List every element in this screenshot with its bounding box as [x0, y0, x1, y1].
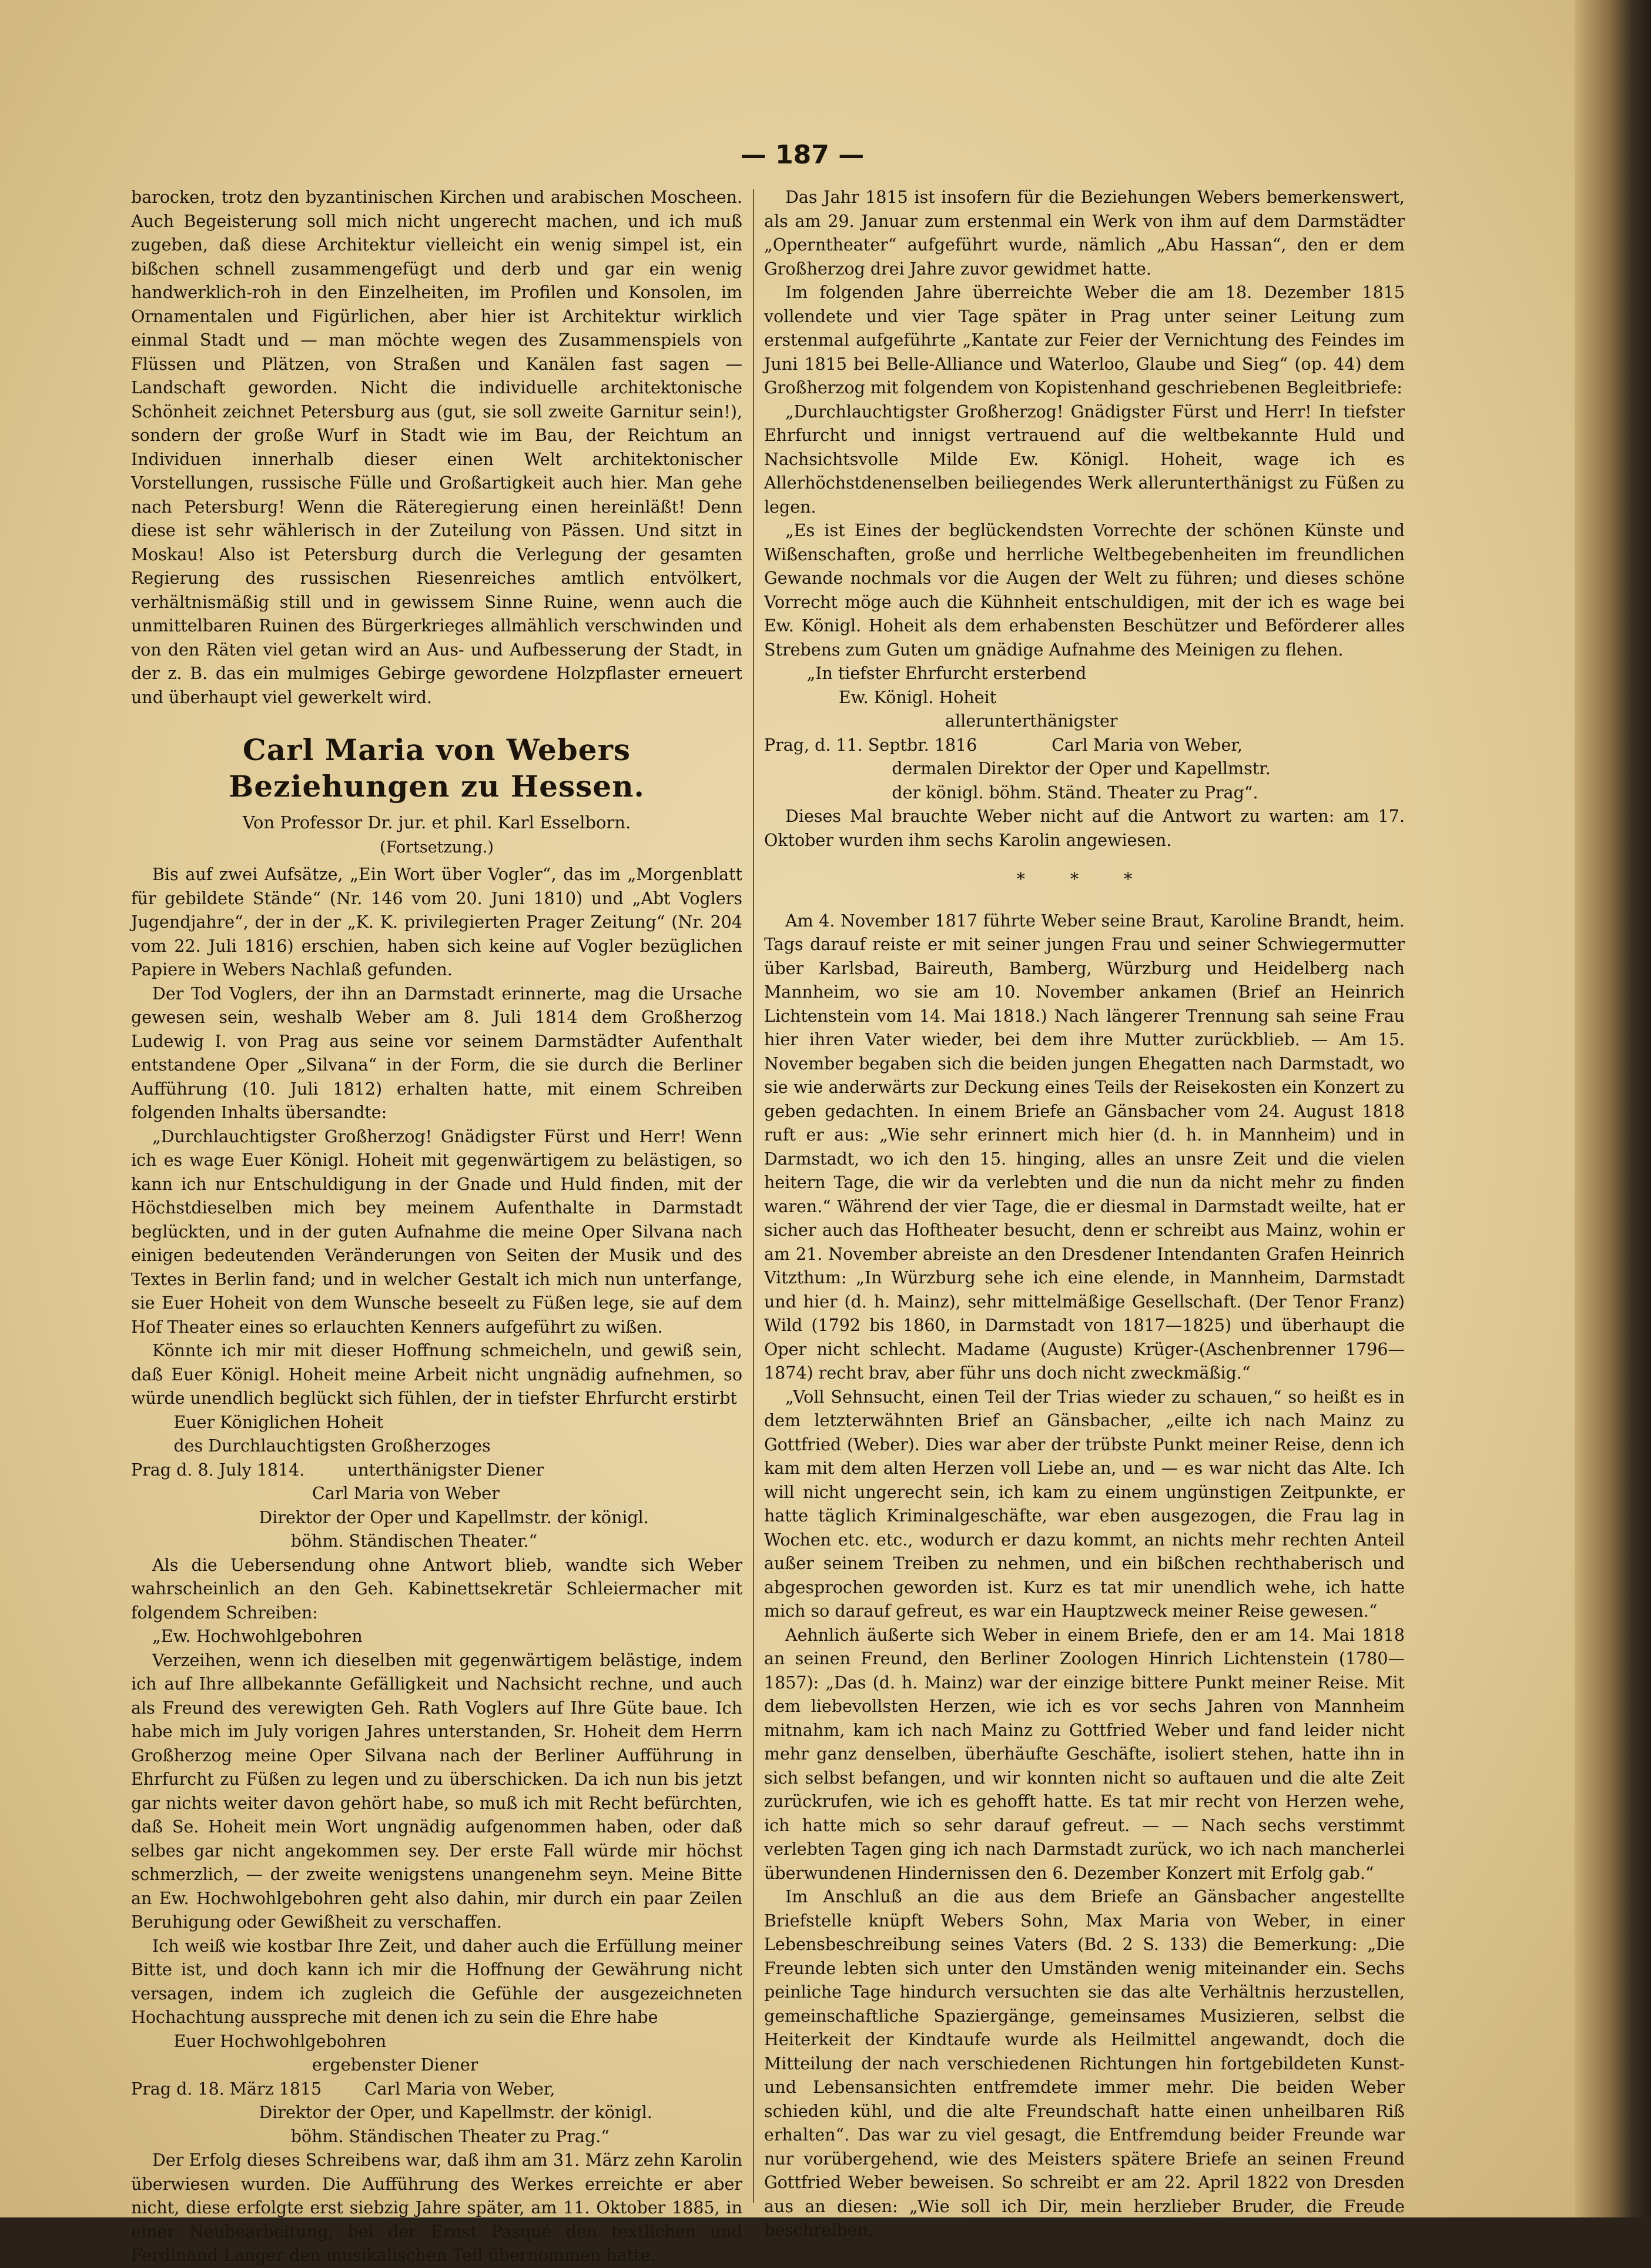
article-title: Carl Maria von Webers Beziehungen zu Hessen. [229, 732, 645, 804]
paragraph: Dieses Mal brauchte Weber nicht auf die Antwort zu warten: am 17. Oktober wurden ihm sechs Karolin angewiesen. [764, 807, 1405, 850]
letter-closing: Euer Hochwohlgebohren ergebenster Diener Prag d. 18. März 1815 Carl Maria von Weber, Direktor der Oper, und Kapellmstr. der königl. böhm. Ständischen Theater zu Prag.“ [131, 2031, 652, 2146]
left-column [131, 186, 742, 2268]
paragraph: Am 4. November 1817 führte Weber seine Braut, Karoline Brandt, heim. Tags darauf reiste er mit seiner jungen Frau und seiner Schwiegermutter über Karlsbad, Baireuth, Bamberg, Würzburg und Heidelberg nach Mannheim, wo sie am 10. November ankamen (Brief an Heinrich Lichtenstein vom 14. Mai 1818.) Nach längerer Trennung sah seine Frau hier ihren Vater wieder, bei dem ihre Mutter zurückblieb. — Am 15. November begaben sich die beiden jungen Ehegatten nach Darmstadt, wo sie wie anderwärts zur Deckung eines Teils der Reisekosten ein Konzert zu geben gedachten. In einem Briefe an Gänsbacher vom 24. August 1818 ruft er aus: „Wie sehr erinnert mich hier (d. h. in Mannheim) und in Darmstadt, wo ich den 15. hinging, alles an unsre Zeit und die vielen heitern Tage, die wir da verlebten und die nun da nicht mehr zu finden waren.“ Während der vier Tage, die er diesmal in Darmstadt weilte, hat er sicher auch das Hoftheater besucht, denn er schreibt aus Mainz, wohin er am 21. November abreiste an den Dresdener Intendanten Grafen Heinrich Vitzthum: „In Würzburg sehe ich eine elende, in Mannheim, Darmstadt und hier (d. h. Mainz), sehr mittelmäßige Gesellschaft. (Der Tenor Franz) Wild (1792 bis 1860, in Darmstadt von 1817—1825) und überhaupt die Oper nicht schlecht. Madame (Auguste) Krüger-(Aschenbrenner 1796—1874) recht brav, aber führ uns doch nicht zweckmäßig.“ [764, 911, 1405, 1383]
letter-body: „Durchlauchtigster Großherzog! Gnädigster Fürst und Herr! Wenn ich es wage Euer Königl. Hoheit mit gegenwärtigem zu belästigen, so kann ich nur Entschuldigung in der Gnade und Huld finden, mit der Höchstdieselben mich bey meinem Aufenthalte in Darmstadt beglückten, und in der guten Aufnahme die meine Oper Silvana nach einigen bedeutenden Veränderungen von Seiten der Musik und des Textes in Berlin fand; und in welcher Gestalt ich mich nun unterfange, sie Euer Hoheit von dem Wunsche beseelt zu Füßen lege, sie auf dem Hof Theater eines so erlauchten Kenners aufgeführt zu wißen. [131, 1126, 742, 1337]
continuation-note: (Fortsetzung.) [380, 838, 494, 857]
right-column [764, 186, 1405, 2243]
section-separator: * * * [1016, 869, 1153, 889]
paragraph: Der Erfolg dieses Schreibens war, daß ihm am 31. März zehn Karolin überwiesen wurden. Die Aufführung des Werkes erreichte er aber nicht, diese erfolgte erst siebzig Jahre später, am 11. Oktober 1885, in einer Neubearbeitung, bei der Ernst Pasqué den textlichen und Ferdinand Langer den musikalischen Teil übernommen hatte. [131, 2150, 742, 2265]
paragraph: „Voll Sehnsucht, einen Teil der Trias wieder zu schauen,“ so heißt es in dem letzterwähnten Brief an Gänsbacher, „eilte ich nach Mainz zu Gottfried (Weber). Dies war aber der trübste Punkt meiner Reise, denn ich kam mit dem alten Herzen voll Liebe an, und — es war nicht das Alte. Ich will nicht ungerecht sein, ich kam zu einem ungünstigen Zeitpunkte, er hatte täglich Kriminalgeschäfte, war eben ausgezogen, die Frau lag in Wochen etc. etc., wodurch er dazu kommt, an nichts mehr rechten Anteil außer seinem Treiben zu nehmen, und ein bißchen rechthaberisch und abgesprochen geworden ist. Kurz es tat mir unendlich wehe, ich hatte mich so darauf gefreut, es war ein Hauptzweck meiner Reise gewesen.“ [764, 1387, 1405, 1621]
paragraph: Als die Uebersendung ohne Antwort blieb, wandte sich Weber wahrscheinlich an den Geh. Kabinettsekretär Schleiermacher mit folgendem Schreiben: [131, 1555, 742, 1623]
paragraph: Das Jahr 1815 ist insofern für die Beziehungen Webers bemerkenswert, als am 29. Januar zum erstenmal ein Werk von ihm auf dem Darmstädter „Operntheater“ aufgeführt wurde, nämlich „Abu Hassan“, den er dem Großherzog drei Jahre zuvor gewidmet hatte. [764, 188, 1405, 279]
paragraph: Im folgenden Jahre überreichte Weber die am 18. Dezember 1815 vollendete und vier Tage später in Prag unter seiner Leitung zum erstenmal aufgeführte „Kantate zur Feier der Vernichtung des Feindes im Juni 1815 bei Belle-Alliance und Waterloo, Glaube und Sieg“ (op. 44) dem Großherzog mit folgendem von Kopistenhand geschriebenen Begleitbriefe: [764, 283, 1405, 397]
paragraph: Bis auf zwei Aufsätze, „Ein Wort über Vogler“, das im „Morgenblatt für gebildete Stände“ (Nr. 146 vom 20. Juni 1810) und „Abt Voglers Jugendjahre“, der in der „K. K. privilegierten Prager Zeitung“ (Nr. 204 vom 22. Juli 1816) erschien, haben sich keine auf Vogler bezüglichen Papiere in Webers Nachlaß gefunden. [131, 865, 742, 979]
letter-body: „Es ist Eines der beglückendsten Vorrechte der schönen Künste und Wißenschaften, große und herrliche Weltbegebenheiten im freundlichen Gewande nochmals vor die Augen der Welt zu führen; und dieses schöne Vorrecht möge auch die Kühnheit entschuldigen, mit der ich es wage bei Ew. Königl. Hoheit als dem erhabensten Beschützer und Beförderer alles Strebens zum Guten um gnädige Aufnahme des Meinigen zu flehen. [764, 521, 1405, 660]
paragraph: Im Anschluß an die aus dem Briefe an Gänsbacher angestellte Briefstelle knüpft Webers Sohn, Max Maria von Weber, in einer Lebensbeschreibung seines Vaters (Bd. 2 S. 133) die Bemerkung: „Die Freunde lebten sich unter den Umständen wenig miteinander ein. Sechs peinliche Tage hindurch versuchten sie das alte Verhältnis herzustellen, gemeinschaftliche Spaziergänge, gemeinsames Musizieren, selbst die Heiterkeit der Kindtaufe wurde als Heilmittel angewandt, doch die Mitteilung der nach verschiedenen Richtungen hin fortgebildeten Kunst- und Lebensansichten entfremdete immer mehr. Die beiden Weber schieden kühl, und die alte Freundschaft hatte einen unheilbaren Riß erhalten“. Das war zu viel gesagt, die Entfremdung beider Freunde war nur vorübergehend, wie des Meisters spätere Briefe an seinen Freund Gottfried Weber beweisen. So schreibt er am 22. April 1822 von Dresden aus an diesen: „Wie soll ich Dir, mein herzlieber Bruder, die Freude beschreiben, [764, 1887, 1405, 2240]
letter-body: Ich weiß wie kostbar Ihre Zeit, und daher auch die Erfüllung meiner Bitte ist, und doch kann ich mir die Hoffnung der Gewährung nicht versagen, indem ich zugleich die Gefühle der ausgezeichneten Hochachtung ausspreche mit denen ich zu sein die Ehre habe [131, 1936, 742, 2027]
intro-paragraph: barocken, trotz den byzantinischen Kirchen und arabischen Moscheen. Auch Begeisterung soll mich nicht ungerecht machen, und ich muß zugeben, daß diese Architektur vielleicht ein wenig simpel ist, ein bißchen schnell zusammengefügt und derb und gar ein wenig handwerklich-roh in den Einzelheiten, im Profilen und Konsolen, im Ornamentalen und Figürlichen, aber hier ist Architektur wirklich einmal Stadt und — man möchte wegen des Zusammenspiels von Flüssen und Plätzen, von Straßen und Kanälen fast sagen — Landschaft geworden. Nicht die individuelle architektonische Schönheit zeichnet Petersburg aus (gut, sie soll zweite Garnitur sein!), sondern der große Wurf in Stadt wie im Bau, der Reichtum an Individuen innerhalb dieser einen Welt architektonischer Vorstellungen, russische Fülle und Großartigkeit auch hier. Man gehe nach Petersburg! Wenn die Räteregierung einen hereinläßt! Denn diese ist sehr wählerisch in der Zuteilung von Pässen. Und sitzt in Moskau! Also ist Petersburg durch die Verlegung der gesamten Regierung des russischen Riesenreiches amtlich entvölkert, verhältnismäßig still und in gewissem Sinne Ruine, wenn auch die unmittelbaren Ruinen des Bürgerkrieges allmählich verschwinden und von den Räten viel getan wird an Aus- und Aufbesserung der Stadt, in der z. B. das ein mulmiges Gebirge gewordene Holzpflaster erneuert und überhaupt viel gewerkelt wird. [131, 188, 742, 707]
letter-closing: „In tiefster Ehrfurcht ersterbend Ew. Königl. Hoheit allerunterthänigster Prag, d. 11. Septbr. 1816 Carl Maria von Weber, dermalen Direktor der Oper und Kapellmstr. der königl. böhm. Ständ. Theater zu Prag“. [764, 664, 1271, 802]
letter-closing: Euer Königlichen Hoheit des Durchlauchtigsten Großherzoges Prag d. 8. July 1814. unterthänigster Diener Carl Maria von Weber Direktor der Oper und Kapellmstr. der königl. böhm. Ständischen Theater.“ [131, 1412, 649, 1551]
page-number: — 187 — [740, 140, 865, 170]
paragraph: Der Tod Voglers, der ihn an Darmstadt erinnerte, mag die Ursache gewesen sein, weshalb Weber am 8. Juli 1814 dem Großherzog Ludewig I. von Prag aus seine vor seinem Darmstädter Aufenthalt entstandene Oper „Silvana“ in der Form, die sie durch die Berliner Aufführung (10. Juli 1812) erhalten hatte, mit einem Schreiben folgenden Inhalts übersandte: [131, 984, 742, 1122]
paragraph: Aehnlich äußerte sich Weber in einem Briefe, den er am 14. Mai 1818 an seinen Freund, den Berliner Zoologen Hinrich Lichtenstein (1780—1857): „Das (d. h. Mainz) war der einzige bittere Punkt meiner Reise. Mit dem liebevollsten Herzen, wie ich es vor sechs Jahren von Mannheim mitnahm, kam ich nach Mainz zu Gottfried Weber und fand leider nicht mehr ganz denselben, überhäufte Geschäfte, isoliert stehen, hatte ihn in sich selbst befangen, und wir konnten nicht so auftauen und die alte Zeit zurückrufen, wie ich es gehofft hatte. Es tat mir recht von Herzen wehe, ich hatte mich so sehr darauf gefreut. — — Nach sechs verstimmt verlebten Tagen ging ich nach Darmstadt zurück, wo ich nach mancherlei überwundenen Hindernissen den 6. Dezember Konzert mit Erfolg gab.“ [764, 1625, 1405, 1883]
letter-body: „Durchlauchtigster Großherzog! Gnädigster Fürst und Herr! In tiefster Ehrfurcht und innigst vertrauend auf die weltbekannte Huld und Nachsichtsvolle Milde Ew. Königl. Hoheit, wage ich es Allerhöchstdenenselben beiliegendes Werk allerunterthänigst zu Füßen zu legen. [764, 402, 1405, 517]
letter-salutation: „Ew. Hochwohlgebohren [152, 1627, 363, 1646]
letter-body: Könnte ich mir mit dieser Hoffnung schmeicheln, und gewiß sein, daß Euer Königl. Hoheit meine Arbeit nicht ungnädig aufnehmen, so würde unendlich beglückt sich fühlen, der in tiefster Ehrfurcht erstirbt [131, 1341, 742, 1408]
letter-body: Verzeihen, wenn ich dieselben mit gegenwärtigem belästige, indem ich auf Ihre allbekannte Gefälligkeit und Nachsicht rechne, und auch als Freund des verewigten Geh. Rath Voglers auf Ihre Güte baue. Ich habe mich im July vorigen Jahres unterstanden, Sr. Hoheit dem Herrn Großherzog meine Oper Silvana nach der Berliner Aufführung in Ehrfurcht zu Füßen zu legen und zu überschicken. Da ich nun bis jetzt gar nichts weiter davon gehört habe, so muß ich mit Recht befürchten, daß Se. Hoheit mein Wort ungnädig aufgenommen haben, oder daß selbes gar nicht angekommen sey. Der erste Fall würde mir höchst schmerzlich, — der zweite wenigstens unangenehm seyn. Meine Bitte an Ew. Hochwohlgebohren geht also dahin, mir durch ein paar Zeilen Beruhigung oder Gewißheit zu verschaffen. [131, 1650, 742, 1932]
byline: Von Professor Dr. jur. et phil. Karl Esselborn. [242, 812, 631, 832]
book-binding-gutter [1575, 0, 1651, 2217]
column-rule [753, 189, 754, 2203]
